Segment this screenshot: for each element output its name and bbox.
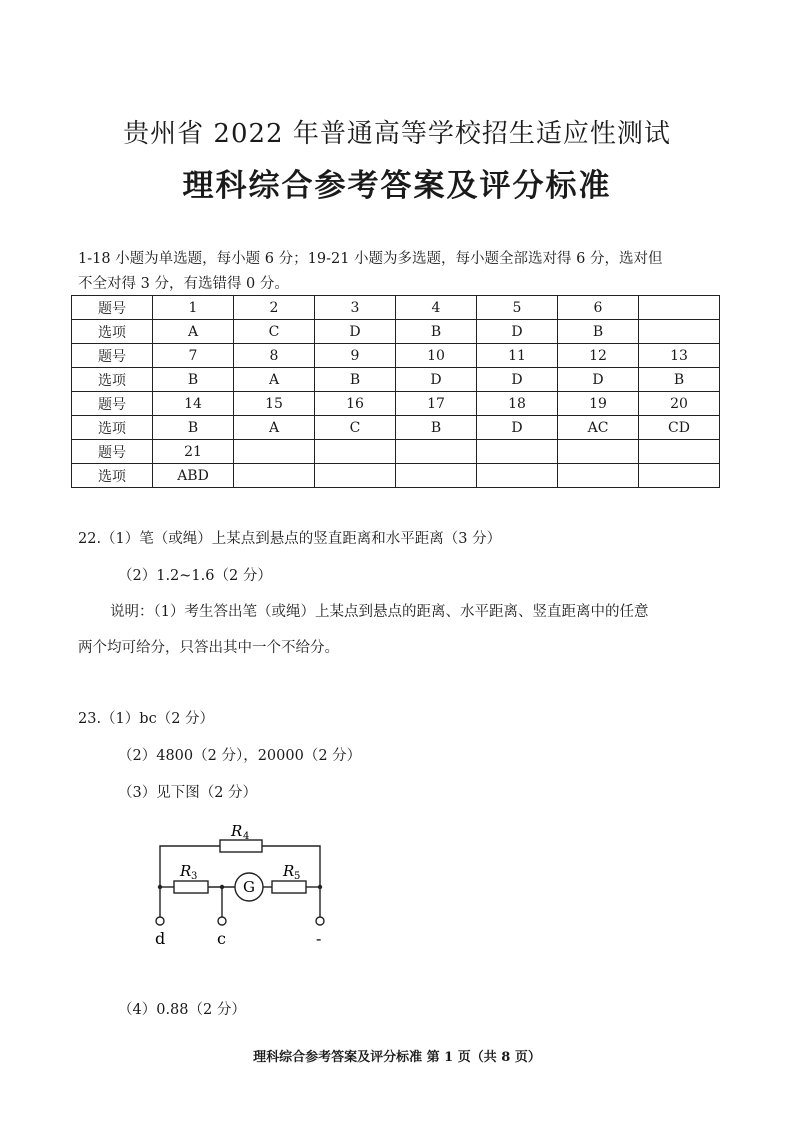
table-cell: C: [234, 320, 315, 344]
resistor-r5: [272, 881, 306, 893]
r4-label: R: [231, 822, 243, 840]
q22-part2: （2）1.2~1.6（2 分）: [118, 568, 272, 584]
table-cell: AC: [558, 416, 639, 440]
terminal-c: [218, 917, 226, 925]
terminal-c-label: c: [217, 929, 226, 948]
table-cell: [396, 440, 477, 464]
table-row: [72, 416, 720, 440]
table-cell: 17: [396, 392, 477, 416]
table-cell: [315, 440, 396, 464]
table-cell: B: [153, 368, 234, 392]
table-row-header: 选项: [72, 464, 153, 488]
table-cell: [396, 464, 477, 488]
table-cell: 1: [153, 296, 234, 320]
table-cell: 20: [639, 392, 720, 416]
galvanometer-label: G: [243, 878, 255, 896]
q22-note-line2: 两个均可给分，只答出其中一个不给分。: [78, 640, 339, 656]
scoring-instructions: [78, 247, 718, 297]
q23-part2: （2）4800（2 分），20000（2 分）: [118, 748, 362, 764]
table-cell: 11: [477, 344, 558, 368]
table-row: [72, 320, 720, 344]
table-cell: D: [558, 368, 639, 392]
table-row-header: 题号: [72, 392, 153, 416]
r5-subscript: 5: [294, 871, 301, 882]
table-cell: 7: [153, 344, 234, 368]
table-cell: [558, 464, 639, 488]
table-row: [72, 440, 720, 464]
table-cell: B: [396, 416, 477, 440]
table-row: [72, 464, 720, 488]
table-cell: 2: [234, 296, 315, 320]
table-row-header: 选项: [72, 320, 153, 344]
table-cell: A: [153, 320, 234, 344]
resistor-r3: [174, 881, 208, 893]
table-cell: 5: [477, 296, 558, 320]
exam-title: 贵州省 2022 年普通高等学校招生适应性测试: [123, 119, 671, 149]
table-row-header: 选项: [72, 416, 153, 440]
r4-subscript: 4: [243, 831, 250, 842]
terminal-d-label: d: [155, 929, 166, 948]
resistor-r4: [220, 840, 262, 852]
instructions-line-2: 不全对得 3 分，有选错得 0 分。: [78, 276, 289, 292]
circuit-diagram: [140, 812, 340, 952]
terminal-minus: [316, 917, 324, 925]
table-row: [72, 296, 720, 320]
q22-part1: 22.（1）笔（或绳）上某点到悬点的竖直距离和水平距离（3 分）: [78, 531, 502, 547]
table-cell: 19: [558, 392, 639, 416]
table-row: [72, 344, 720, 368]
table-row-header: 题号: [72, 296, 153, 320]
table-cell: 14: [153, 392, 234, 416]
q23-part1: 23.（1）bc（2 分）: [78, 711, 215, 727]
q23-part4: （4）0.88（2 分）: [118, 1002, 246, 1018]
table-cell: A: [234, 416, 315, 440]
table-cell: C: [315, 416, 396, 440]
table-cell: D: [477, 368, 558, 392]
table-row-header: 题号: [72, 440, 153, 464]
table-cell: [234, 440, 315, 464]
table-cell: B: [315, 368, 396, 392]
table-row: [72, 368, 720, 392]
page-footer: 理科综合参考答案及评分标准 第 1 页（共 8 页）: [253, 1050, 541, 1065]
table-cell: [639, 440, 720, 464]
table-cell: D: [477, 320, 558, 344]
table-cell: [477, 440, 558, 464]
table-cell: [639, 320, 720, 344]
table-cell: [477, 464, 558, 488]
q22-note-line1: 说明：（1）考生答出笔（或绳）上某点到悬点的距离、水平距离、竖直距离中的任意: [110, 604, 649, 620]
table-cell: ABD: [153, 464, 234, 488]
answer-table: [71, 295, 720, 488]
table-cell: 6: [558, 296, 639, 320]
table-cell: D: [396, 368, 477, 392]
table-cell: B: [396, 320, 477, 344]
document-title: 理科综合参考答案及评分标准: [182, 168, 612, 204]
table-cell: 21: [153, 440, 234, 464]
table-cell: [558, 440, 639, 464]
table-cell: 16: [315, 392, 396, 416]
table-cell: [639, 296, 720, 320]
table-cell: D: [477, 416, 558, 440]
table-cell: CD: [639, 416, 720, 440]
instructions-line-1: 1-18 小题为单选题，每小题 6 分；19-21 小题为多选题，每小题全部选对得 6 分，选对但: [78, 251, 663, 267]
table-cell: D: [315, 320, 396, 344]
q23-part3: （3）见下图（2 分）: [118, 785, 258, 801]
table-cell: 8: [234, 344, 315, 368]
table-cell: [315, 464, 396, 488]
table-cell: B: [153, 416, 234, 440]
table-cell: 4: [396, 296, 477, 320]
r3-label: R: [180, 862, 192, 880]
table-row-header: 题号: [72, 344, 153, 368]
table-cell: B: [558, 320, 639, 344]
table-cell: A: [234, 368, 315, 392]
terminal-d: [156, 917, 164, 925]
table-row: [72, 392, 720, 416]
table-cell: [639, 464, 720, 488]
table-cell: 9: [315, 344, 396, 368]
r3-subscript: 3: [191, 871, 198, 882]
table-cell: 15: [234, 392, 315, 416]
table-cell: 18: [477, 392, 558, 416]
table-cell: 3: [315, 296, 396, 320]
table-cell: B: [639, 368, 720, 392]
table-cell: 13: [639, 344, 720, 368]
table-cell: [234, 464, 315, 488]
r5-label: R: [283, 862, 295, 880]
terminal-minus-label: -: [316, 929, 322, 948]
table-cell: 12: [558, 344, 639, 368]
table-cell: 10: [396, 344, 477, 368]
table-row-header: 选项: [72, 368, 153, 392]
